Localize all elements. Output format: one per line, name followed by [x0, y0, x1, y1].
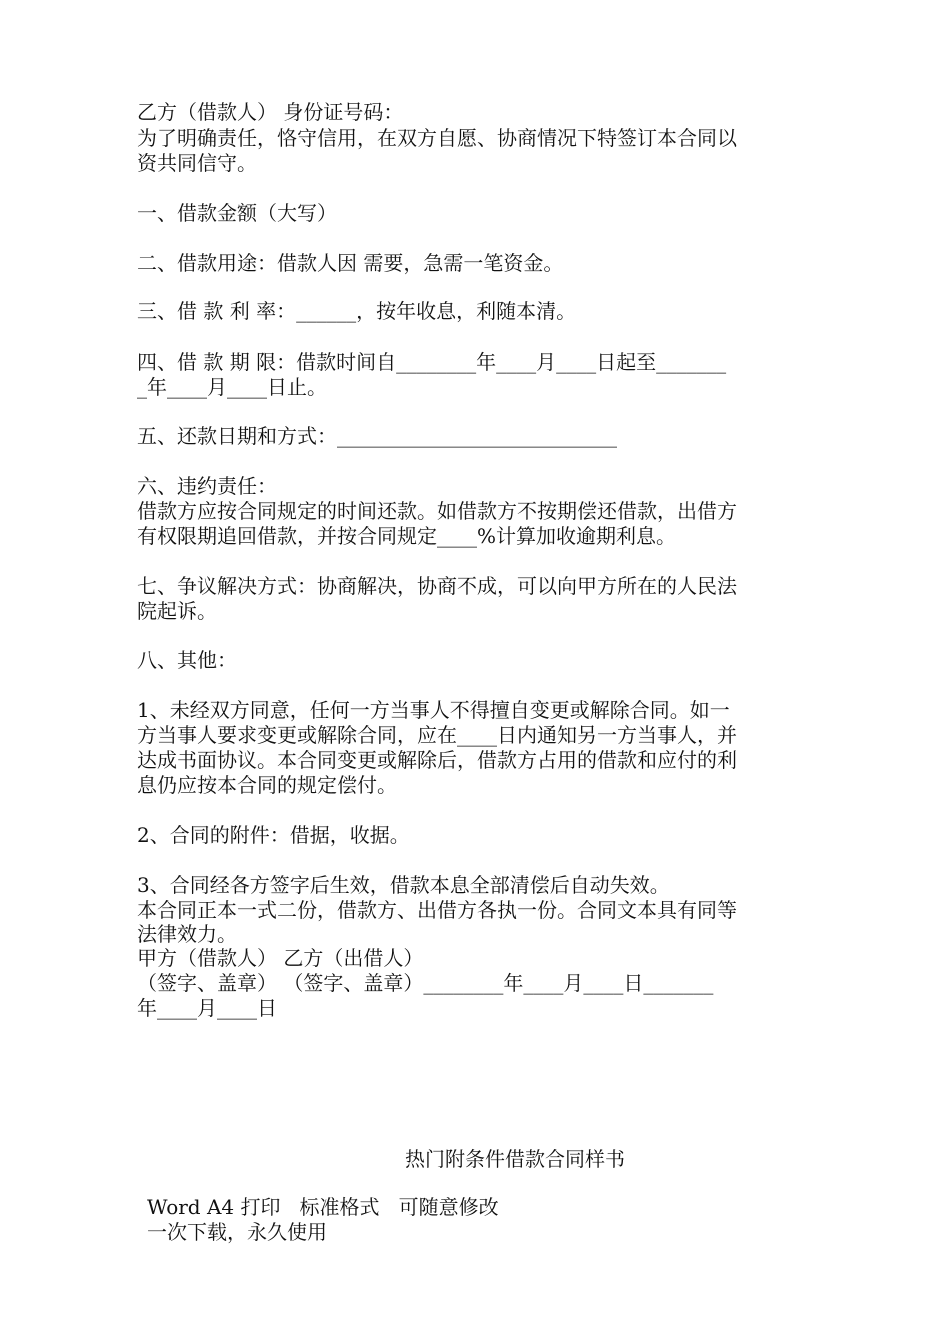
- clause-5-repayment: 五、还款日期和方式：____________________________: [137, 424, 617, 448]
- item-1-line-2: 方当事人要求变更或解除合同，应在____日内通知另一方当事人，并: [137, 723, 737, 747]
- clause-6-line-2: 有权限期追回借款，并按合同规定____%计算加收逾期利息。: [137, 524, 677, 548]
- clause-3-interest: 三、借 款 利 率：______，按年收息，利随本清。: [137, 299, 577, 323]
- signature-line-2: 年____月____日: [137, 996, 277, 1020]
- item-1-line-3: 达成书面协议。本合同变更或解除后，借款方占用的借款和应付的利: [137, 748, 737, 772]
- clause-6-line-1: 借款方应按合同规定的时间还款。如借款方不按期偿还借款，出借方: [137, 499, 737, 523]
- preamble-line-1: 为了明确责任，恪守信用，在双方自愿、协商情况下特签订本合同以: [137, 126, 737, 150]
- clause-1-amount: 一、借款金额（大写）: [137, 201, 337, 225]
- item-3-effective: 3、合同经各方签字后生效，借款本息全部清偿后自动失效。: [137, 873, 670, 897]
- copies-line-2: 法律效力。: [137, 922, 237, 946]
- clause-7-line-1: 七、争议解决方式：协商解决，协商不成，可以向甲方所在的人民法: [137, 574, 737, 598]
- item-2-attachments: 2、合同的附件：借据，收据。: [137, 823, 410, 847]
- clause-4-term-line-1: 四、借 款 期 限：借款时间自________年____月____日起至_______: [137, 350, 727, 374]
- signature-line-1: （签字、盖章） （签字、盖章）________年____月____日_______: [137, 971, 714, 995]
- footer-download-note: 一次下载，永久使用: [147, 1220, 327, 1244]
- signature-parties: 甲方（借款人） 乙方（出借人）: [137, 946, 424, 970]
- item-1-line-1: 1、未经双方同意，任何一方当事人不得擅自变更或解除合同。如一: [137, 698, 730, 722]
- preamble-line-2: 资共同信守。: [137, 151, 257, 175]
- clause-6-heading: 六、违约责任：: [137, 474, 277, 498]
- clause-7-line-2: 院起诉。: [137, 599, 217, 623]
- clause-4-term-line-2: _年____月____日止。: [137, 375, 327, 399]
- footer-format-note: Word A4 打印 标准格式 可随意修改: [147, 1195, 499, 1219]
- clause-8-heading: 八、其他：: [137, 648, 237, 672]
- footer-title: 热门附条件借款合同样书: [405, 1147, 625, 1171]
- copies-line-1: 本合同正本一式二份，借款方、出借方各执一份。合同文本具有同等: [137, 898, 737, 922]
- party-b-id-line: 乙方（借款人） 身份证号码：: [137, 100, 404, 124]
- clause-2-purpose: 二、借款用途：借款人因 需要，急需一笔资金。: [137, 251, 564, 275]
- item-1-line-4: 息仍应按本合同的规定偿付。: [137, 773, 397, 797]
